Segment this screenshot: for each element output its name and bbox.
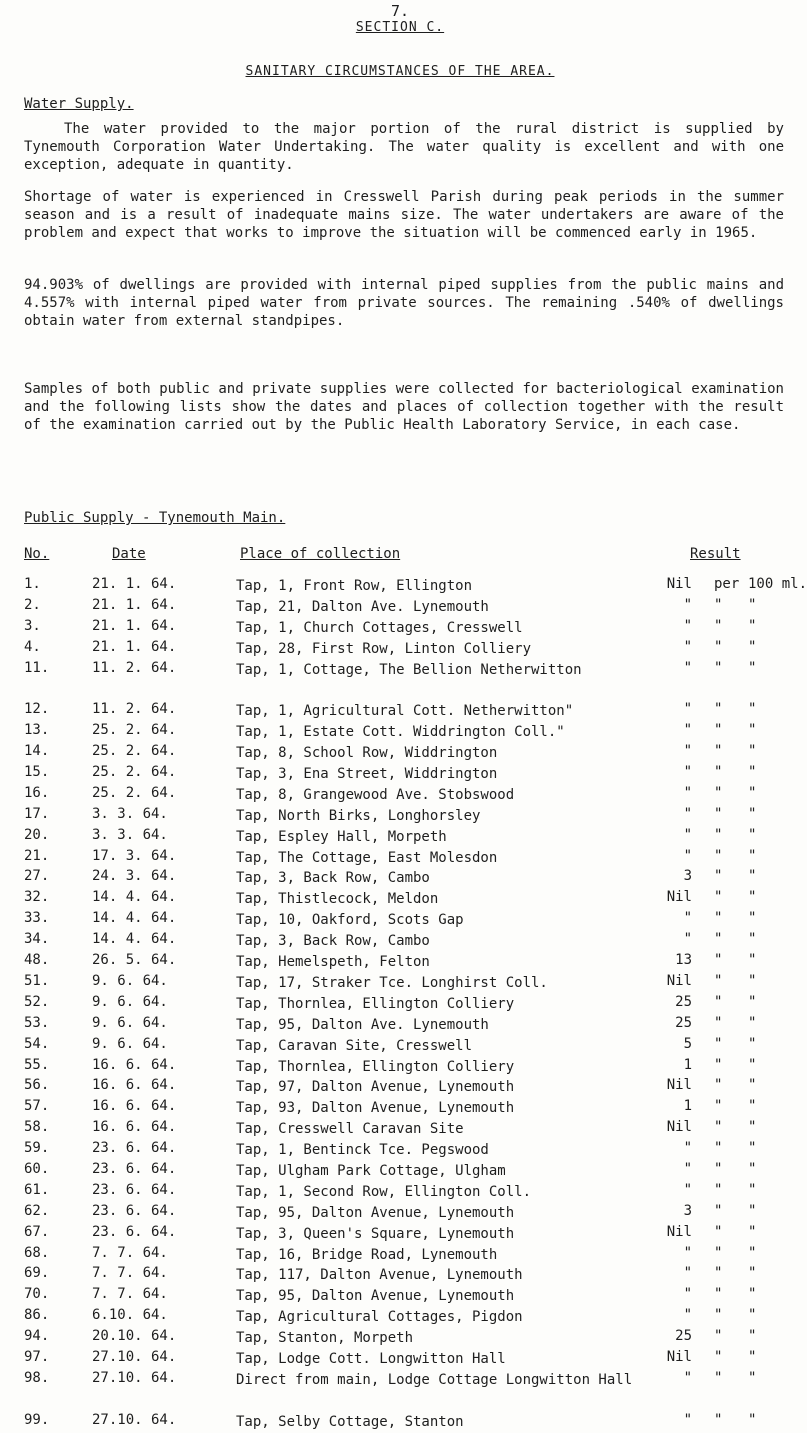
- result-unit-volume: ": [748, 847, 757, 864]
- sample-number: 17.: [24, 805, 50, 822]
- table-row: [0, 806, 800, 827]
- sample-number: 20.: [24, 826, 50, 843]
- sample-result: 5: [683, 1035, 692, 1052]
- sample-date: 25. 2. 64.: [92, 722, 177, 739]
- table-row: [0, 618, 800, 639]
- result-unit-per: ": [714, 805, 723, 822]
- sample-place: Tap, 95, Dalton Avenue, Lynemouth: [236, 1204, 515, 1221]
- result-unit-per: ": [714, 1181, 723, 1198]
- table-row: [0, 1098, 800, 1119]
- result-unit-volume: ": [748, 638, 757, 655]
- sample-date: 14. 4. 64.: [92, 889, 177, 906]
- sample-result: ": [683, 1181, 692, 1198]
- table-row: [0, 1328, 800, 1349]
- sample-result: ": [683, 1307, 692, 1324]
- sample-place: Direct from main, Lodge Cottage Longwitton Hall: [236, 1371, 633, 1388]
- result-unit-per: ": [714, 1244, 723, 1261]
- table-row: [0, 1161, 800, 1182]
- result-unit-volume: ": [748, 1160, 757, 1177]
- result-unit-volume: ": [748, 931, 757, 948]
- water-supply-heading: Water Supply.: [24, 96, 134, 112]
- sample-date: 9. 6. 64.: [92, 972, 168, 989]
- sample-result: Nil: [666, 889, 692, 906]
- paragraph-1: The water provided to the major portion of the rural district is supplied by Tynemouth Corporation Water Undertaking. The water quality is excellent and with one exception, adequate in quantity.: [24, 121, 784, 173]
- sample-result: ": [683, 1265, 692, 1282]
- paragraph-3: 94.903% of dwellings are provided with internal piped supplies from the public mains and 4.557% with internal piped water from private sources. The remaining .540% of dwellings obtain water from external standpipes.: [24, 277, 784, 329]
- section-title: SECTION C.: [355, 20, 445, 35]
- sample-place: Tap, 17, Straker Tce. Longhirst Coll.: [236, 974, 548, 991]
- result-unit-per: ": [714, 701, 723, 718]
- result-unit-per: per: [714, 576, 740, 592]
- table-row: [0, 660, 800, 702]
- sample-date: 11. 2. 64.: [92, 701, 177, 718]
- sample-place: Tap, Thistlecock, Meldon: [236, 891, 439, 908]
- sample-date: 7. 7. 64.: [92, 1286, 168, 1303]
- sample-number: 52.: [24, 993, 50, 1010]
- sample-number: 62.: [24, 1202, 50, 1219]
- sample-result: 1: [683, 1098, 692, 1115]
- paragraph-2: Shortage of water is experienced in Cresswell Parish during peak periods in the summer season and is a result of inadequate mains size. The water undertakers are aware of the problem and expect that works to improve the situation will be commenced early in 1965.: [24, 189, 784, 241]
- sample-number: 15.: [24, 764, 50, 781]
- table-row: [0, 1077, 800, 1098]
- result-unit-volume: ": [748, 1202, 757, 1219]
- result-unit-volume: ": [748, 868, 757, 885]
- section-subtitle: SANITARY CIRCUMSTANCES OF THE AREA.: [245, 64, 555, 79]
- column-header-no: No.: [24, 546, 50, 562]
- table-row: [0, 764, 800, 785]
- table-row: [0, 827, 800, 848]
- sample-date: 23. 6. 64.: [92, 1181, 177, 1198]
- sample-number: 21.: [24, 847, 50, 864]
- sample-number: 33.: [24, 910, 50, 927]
- sample-place: Tap, 1, Bentinck Tce. Pegswood: [236, 1142, 489, 1159]
- table-row: [0, 1370, 800, 1412]
- result-unit-per: ": [714, 868, 723, 885]
- table-row: [0, 785, 800, 806]
- result-unit-volume: ": [748, 701, 757, 718]
- result-unit-volume: ": [748, 993, 757, 1010]
- result-unit-volume: ": [748, 596, 757, 613]
- sample-date: 23. 6. 64.: [92, 1160, 177, 1177]
- sample-place: Tap, Thornlea, Ellington Colliery: [236, 995, 515, 1012]
- result-unit-per: ": [714, 1223, 723, 1240]
- result-unit-per: ": [714, 931, 723, 948]
- sample-result: ": [683, 1244, 692, 1261]
- sample-result: ": [683, 1140, 692, 1157]
- result-unit-per: ": [714, 910, 723, 927]
- table-row: [0, 952, 800, 973]
- result-unit-volume: ": [748, 889, 757, 906]
- sample-number: 4.: [24, 638, 41, 655]
- sample-number: 32.: [24, 889, 50, 906]
- sample-place: Tap, 1, Front Row, Ellington: [236, 578, 473, 594]
- result-unit-per: ": [714, 1160, 723, 1177]
- result-unit-volume: ": [748, 910, 757, 927]
- result-unit-volume: ": [748, 784, 757, 801]
- sample-place: Tap, The Cottage, East Molesdon: [236, 849, 498, 866]
- sample-place: Tap, Cresswell Caravan Site: [236, 1121, 464, 1138]
- sample-result: ": [683, 805, 692, 822]
- result-unit-per: ": [714, 972, 723, 989]
- sample-date: 3. 3. 64.: [92, 826, 168, 843]
- sample-date: 23. 6. 64.: [92, 1223, 177, 1240]
- result-unit-volume: ": [748, 1286, 757, 1303]
- result-unit-volume: ": [748, 1119, 757, 1136]
- result-unit-volume: ": [748, 1035, 757, 1052]
- result-unit-per: ": [714, 889, 723, 906]
- sample-place: Tap, North Birks, Longhorsley: [236, 807, 481, 824]
- sample-result: ": [683, 638, 692, 655]
- sample-result: 1: [683, 1056, 692, 1073]
- sample-date: 27.10. 64.: [92, 1369, 177, 1386]
- table-row: [0, 1224, 800, 1245]
- sample-number: 98.: [24, 1369, 50, 1386]
- result-unit-per: ": [714, 1077, 723, 1094]
- sample-number: 16.: [24, 784, 50, 801]
- sample-result: ": [683, 722, 692, 739]
- result-unit-volume: ": [748, 805, 757, 822]
- sample-place: Tap, 1, Agricultural Cott. Netherwitton": [236, 703, 574, 720]
- result-unit-per: ": [714, 764, 723, 781]
- sample-result: Nil: [666, 972, 692, 989]
- sample-date: 21. 1. 64.: [92, 576, 177, 592]
- table-row: [0, 743, 800, 764]
- sample-place: Tap, 8, School Row, Widdrington: [236, 745, 498, 762]
- table-row: [0, 1119, 800, 1140]
- sample-number: 53.: [24, 1014, 50, 1031]
- result-unit-volume: ": [748, 972, 757, 989]
- result-unit-per: ": [714, 1369, 723, 1386]
- sample-place: Tap, 95, Dalton Avenue, Lynemouth: [236, 1288, 515, 1305]
- sample-date: 16. 6. 64.: [92, 1119, 177, 1136]
- result-unit-per: ": [714, 1140, 723, 1157]
- table-row: [0, 931, 800, 952]
- table-row: [0, 1307, 800, 1328]
- result-unit-volume: ": [748, 722, 757, 739]
- sample-date: 27.10. 64.: [92, 1348, 177, 1365]
- sample-date: 24. 3. 64.: [92, 868, 177, 885]
- result-unit-per: ": [714, 1348, 723, 1365]
- table-row: [0, 722, 800, 743]
- table-row: [0, 1286, 800, 1307]
- result-unit-volume: ": [748, 1223, 757, 1240]
- sample-number: 48.: [24, 952, 50, 969]
- sample-place: Tap, Lodge Cott. Longwitton Hall: [236, 1350, 506, 1367]
- sample-place: Tap, 1, Estate Cott. Widdrington Coll.": [236, 724, 565, 741]
- sample-place: Tap, 3, Ena Street, Widdrington: [236, 766, 498, 783]
- sample-number: 51.: [24, 972, 50, 989]
- table-row: [0, 868, 800, 889]
- sample-number: 61.: [24, 1181, 50, 1198]
- sample-result: ": [683, 784, 692, 801]
- sample-place: Tap, 117, Dalton Avenue, Lynemouth: [236, 1267, 523, 1284]
- sample-number: 69.: [24, 1265, 50, 1282]
- sample-date: 7. 7. 64.: [92, 1265, 168, 1282]
- sample-place: Tap, 1, Church Cottages, Cresswell: [236, 619, 523, 636]
- sample-place: Tap, Espley Hall, Morpeth: [236, 828, 447, 845]
- sample-number: 94.: [24, 1328, 50, 1345]
- result-unit-per: ": [714, 1286, 723, 1303]
- sample-place: Tap, 3, Back Row, Cambo: [236, 870, 430, 887]
- sample-result: Nil: [666, 1119, 692, 1136]
- sample-date: 11. 2. 64.: [92, 659, 177, 676]
- result-unit-volume: ": [748, 826, 757, 843]
- table-row: [0, 1036, 800, 1057]
- sample-number: 55.: [24, 1056, 50, 1073]
- sample-result: ": [683, 743, 692, 760]
- sample-result: 25: [675, 1014, 692, 1031]
- sample-date: 16. 6. 64.: [92, 1077, 177, 1094]
- sample-date: 27.10. 64.: [92, 1411, 177, 1428]
- page-number: 7.: [390, 2, 410, 20]
- table-row: [0, 1245, 800, 1266]
- sample-place: Tap, Hemelspeth, Felton: [236, 954, 430, 971]
- result-unit-per: ": [714, 784, 723, 801]
- sample-result: 13: [675, 952, 692, 969]
- sample-table: [0, 576, 807, 1433]
- sample-result: ": [683, 659, 692, 676]
- sample-number: 3.: [24, 617, 41, 634]
- result-unit-volume: 100 ml.: [748, 576, 807, 592]
- sample-number: 34.: [24, 931, 50, 948]
- result-unit-per: ": [714, 993, 723, 1010]
- sample-result: 3: [683, 1202, 692, 1219]
- table-row: [0, 701, 800, 722]
- sample-date: 16. 6. 64.: [92, 1098, 177, 1115]
- result-unit-volume: ": [748, 1411, 757, 1428]
- sample-result: 3: [683, 868, 692, 885]
- sample-place: Tap, 95, Dalton Ave. Lynemouth: [236, 1016, 489, 1033]
- result-unit-volume: ": [748, 1265, 757, 1282]
- table-row: [0, 994, 800, 1015]
- sample-place: Tap, 3, Queen's Square, Lynemouth: [236, 1225, 515, 1242]
- sample-date: 25. 2. 64.: [92, 784, 177, 801]
- sample-date: 6.10. 64.: [92, 1307, 168, 1324]
- sample-number: 59.: [24, 1140, 50, 1157]
- sample-place: Tap, Stanton, Morpeth: [236, 1330, 414, 1347]
- result-unit-per: ": [714, 1202, 723, 1219]
- sample-place: Tap, Caravan Site, Cresswell: [236, 1037, 473, 1054]
- sample-date: 3. 3. 64.: [92, 805, 168, 822]
- sample-result: ": [683, 596, 692, 613]
- result-unit-per: ": [714, 1014, 723, 1031]
- sample-date: 25. 2. 64.: [92, 764, 177, 781]
- sample-result: ": [683, 1411, 692, 1428]
- sample-place: Tap, Thornlea, Ellington Colliery: [236, 1058, 515, 1075]
- result-unit-per: ": [714, 1119, 723, 1136]
- result-unit-volume: ": [748, 617, 757, 634]
- sample-number: 11.: [24, 659, 50, 676]
- table-row: [0, 1265, 800, 1286]
- sample-result: ": [683, 910, 692, 927]
- sample-place: Tap, 93, Dalton Avenue, Lynemouth: [236, 1100, 515, 1117]
- sample-date: 17. 3. 64.: [92, 847, 177, 864]
- result-unit-per: ": [714, 952, 723, 969]
- result-unit-volume: ": [748, 1348, 757, 1365]
- sample-result: ": [683, 1369, 692, 1386]
- sample-result: ": [683, 1160, 692, 1177]
- sample-date: 16. 6. 64.: [92, 1056, 177, 1073]
- public-supply-heading: Public Supply - Tynemouth Main.: [24, 510, 286, 526]
- sample-date: 23. 6. 64.: [92, 1202, 177, 1219]
- sample-result: ": [683, 617, 692, 634]
- sample-number: 14.: [24, 743, 50, 760]
- sample-number: 12.: [24, 701, 50, 718]
- sample-number: 58.: [24, 1119, 50, 1136]
- column-header-date: Date: [112, 546, 146, 562]
- result-unit-per: ": [714, 1035, 723, 1052]
- sample-place: Tap, 16, Bridge Road, Lynemouth: [236, 1246, 498, 1263]
- sample-result: Nil: [666, 1348, 692, 1365]
- result-unit-volume: ": [748, 952, 757, 969]
- sample-place: Tap, Agricultural Cottages, Pigdon: [236, 1309, 523, 1326]
- result-unit-per: ": [714, 847, 723, 864]
- sample-result: Nil: [666, 1077, 692, 1094]
- sample-number: 2.: [24, 596, 41, 613]
- sample-place: Tap, 97, Dalton Avenue, Lynemouth: [236, 1079, 515, 1096]
- sample-number: 68.: [24, 1244, 50, 1261]
- table-row: [0, 576, 807, 597]
- sample-number: 27.: [24, 868, 50, 885]
- sample-number: 67.: [24, 1223, 50, 1240]
- result-unit-per: ": [714, 1098, 723, 1115]
- sample-result: Nil: [666, 576, 692, 592]
- sample-date: 21. 1. 64.: [92, 596, 177, 613]
- sample-result: ": [683, 701, 692, 718]
- sample-number: 57.: [24, 1098, 50, 1115]
- result-unit-volume: ": [748, 1181, 757, 1198]
- sample-date: 14. 4. 64.: [92, 910, 177, 927]
- sample-place: Tap, 1, Second Row, Ellington Coll.: [236, 1183, 532, 1200]
- sample-place: Tap, 21, Dalton Ave. Lynemouth: [236, 598, 489, 615]
- result-unit-per: ": [714, 659, 723, 676]
- sample-date: 20.10. 64.: [92, 1328, 177, 1345]
- sample-number: 13.: [24, 722, 50, 739]
- column-header-result: Result: [690, 546, 741, 562]
- sample-result: ": [683, 1286, 692, 1303]
- result-unit-per: ": [714, 596, 723, 613]
- sample-number: 70.: [24, 1286, 50, 1303]
- sample-number: 60.: [24, 1160, 50, 1177]
- sample-place: Tap, 8, Grangewood Ave. Stobswood: [236, 786, 515, 803]
- sample-result: ": [683, 826, 692, 843]
- sample-number: 1.: [24, 576, 41, 592]
- result-unit-volume: ": [748, 743, 757, 760]
- sample-place: Tap, 28, First Row, Linton Colliery: [236, 640, 532, 657]
- sample-number: 99.: [24, 1411, 50, 1428]
- table-row: [0, 1015, 800, 1036]
- sample-date: 9. 6. 64.: [92, 993, 168, 1010]
- table-row: [0, 1349, 800, 1370]
- sample-result: ": [683, 847, 692, 864]
- sample-date: 9. 6. 64.: [92, 1035, 168, 1052]
- result-unit-volume: ": [748, 1244, 757, 1261]
- sample-place: Tap, Selby Cottage, Stanton: [236, 1413, 464, 1430]
- result-unit-per: ": [714, 1307, 723, 1324]
- sample-result: ": [683, 764, 692, 781]
- sample-number: 86.: [24, 1307, 50, 1324]
- result-unit-volume: ": [748, 1307, 757, 1324]
- sample-date: 23. 6. 64.: [92, 1140, 177, 1157]
- result-unit-volume: ": [748, 1140, 757, 1157]
- result-unit-per: ": [714, 826, 723, 843]
- sample-number: 97.: [24, 1348, 50, 1365]
- result-unit-volume: ": [748, 764, 757, 781]
- result-unit-per: ": [714, 1056, 723, 1073]
- result-unit-per: ": [714, 1411, 723, 1428]
- sample-place: Tap, 1, Cottage, The Bellion Netherwitton: [236, 661, 582, 678]
- sample-date: 9. 6. 64.: [92, 1014, 168, 1031]
- result-unit-per: ": [714, 1328, 723, 1345]
- table-row: [0, 889, 800, 910]
- result-unit-volume: ": [748, 1098, 757, 1115]
- result-unit-per: ": [714, 638, 723, 655]
- sample-number: 56.: [24, 1077, 50, 1094]
- sample-date: 21. 1. 64.: [92, 638, 177, 655]
- sample-place: Tap, 10, Oakford, Scots Gap: [236, 912, 464, 929]
- table-row: [0, 910, 800, 931]
- sample-place: Tap, 3, Back Row, Cambo: [236, 933, 430, 950]
- result-unit-volume: ": [748, 659, 757, 676]
- sample-date: 21. 1. 64.: [92, 617, 177, 634]
- table-row: [0, 1182, 800, 1203]
- result-unit-volume: ": [748, 1014, 757, 1031]
- sample-number: 54.: [24, 1035, 50, 1052]
- sample-date: 7. 7. 64.: [92, 1244, 168, 1261]
- table-row: [0, 1057, 800, 1078]
- sample-result: ": [683, 931, 692, 948]
- table-row: [0, 597, 800, 618]
- sample-result: Nil: [666, 1223, 692, 1240]
- table-row: [0, 639, 800, 660]
- sample-date: 26. 5. 64.: [92, 952, 177, 969]
- result-unit-volume: ": [748, 1328, 757, 1345]
- result-unit-per: ": [714, 743, 723, 760]
- column-header-place: Place of collection: [240, 546, 401, 562]
- sample-result: 25: [675, 993, 692, 1010]
- sample-date: 25. 2. 64.: [92, 743, 177, 760]
- result-unit-volume: ": [748, 1056, 757, 1073]
- table-row: [0, 848, 800, 869]
- sample-result: 25: [675, 1328, 692, 1345]
- result-unit-volume: ": [748, 1077, 757, 1094]
- table-row: [0, 1140, 800, 1161]
- paragraph-4: Samples of both public and private supplies were collected for bacteriological examination and the following lists show the dates and places of collection together with the result of the examination carried out by the Public Health Laboratory Service, in each case.: [24, 381, 784, 433]
- result-unit-per: ": [714, 617, 723, 634]
- table-row: [0, 1412, 800, 1433]
- table-row: [0, 1203, 800, 1224]
- table-row: [0, 973, 800, 994]
- sample-date: 14. 4. 64.: [92, 931, 177, 948]
- result-unit-per: ": [714, 1265, 723, 1282]
- result-unit-volume: ": [748, 1369, 757, 1386]
- sample-place: Tap, Ulgham Park Cottage, Ulgham: [236, 1162, 506, 1179]
- result-unit-per: ": [714, 722, 723, 739]
